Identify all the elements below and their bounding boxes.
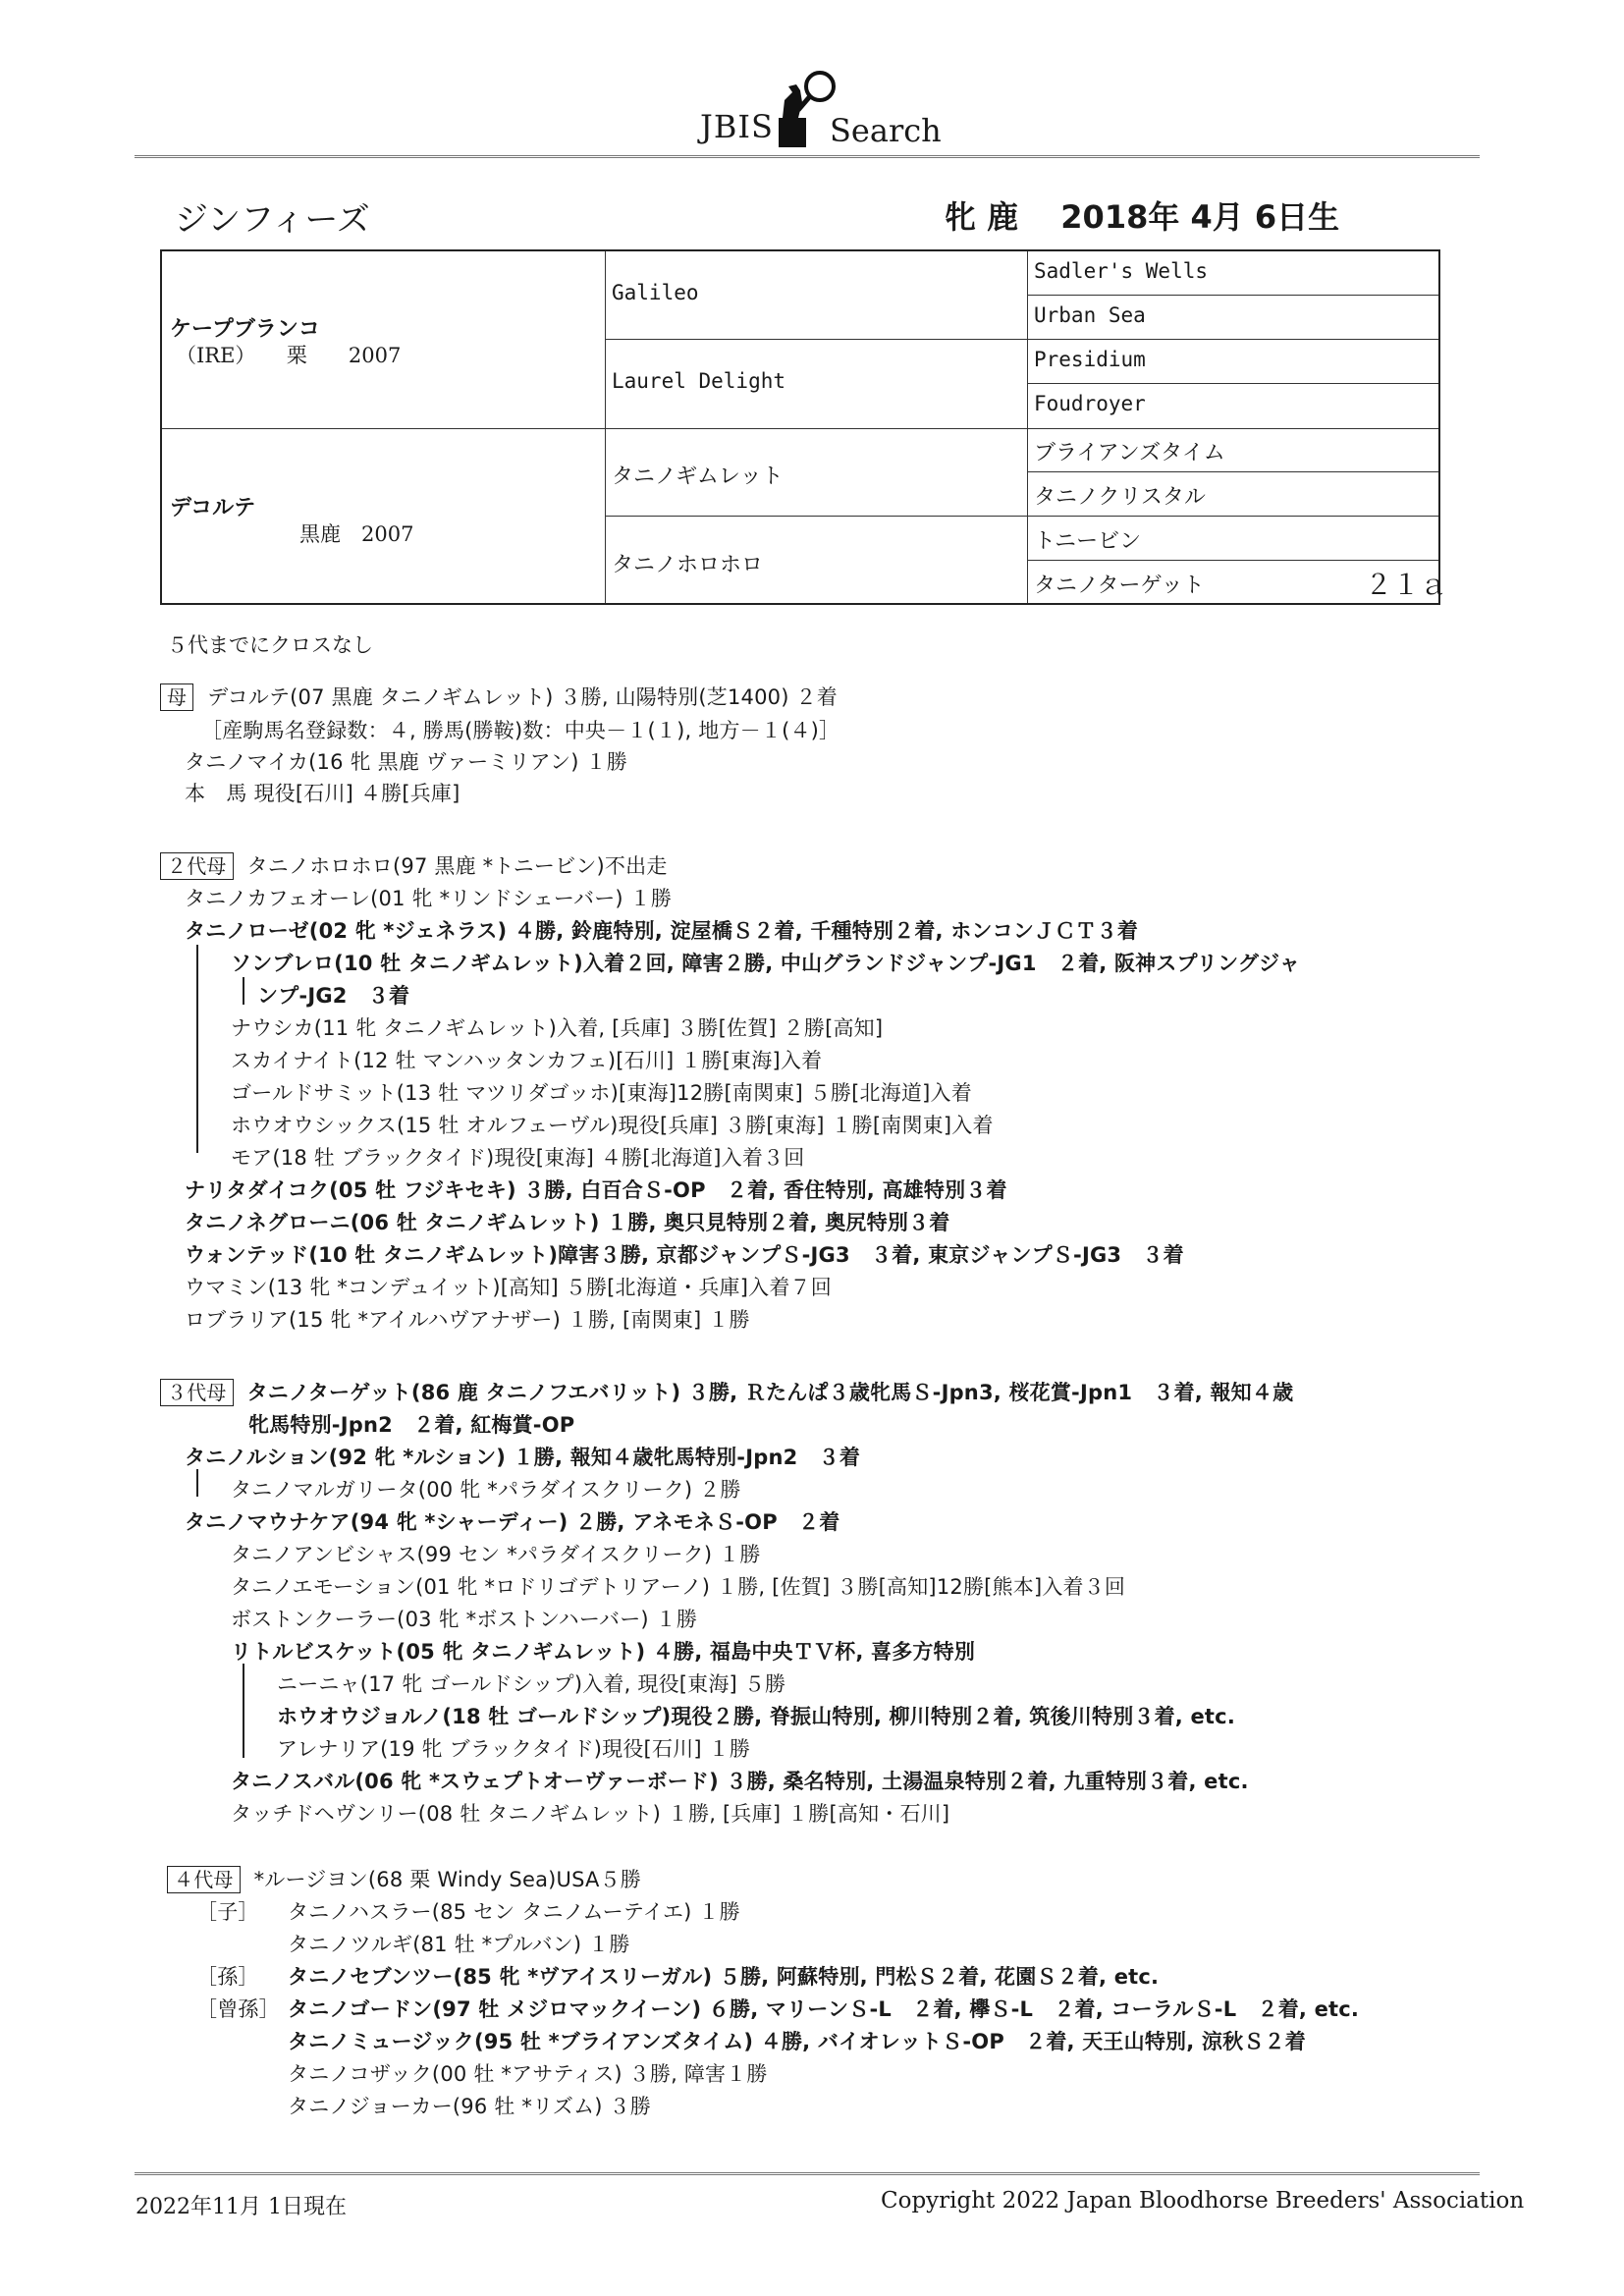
pedigree-table (160, 249, 1448, 605)
footer-divider (135, 2172, 1480, 2175)
dam-info: 黒鹿 2007 (299, 522, 414, 546)
list-item: タニノルション(92 牝 *ルション) １勝, 報知４歳牝馬特別-Jpn2 ３着 (185, 1446, 861, 1469)
list-item: タニノエモーション(01 牝 *ロドリゴデトリアーノ) １勝, [佐賀] ３勝[高知]12勝[熊本]入着３回 (231, 1575, 1126, 1599)
sire-name: ケープブランコ (170, 317, 320, 342)
list-item: タニノセブンツー(85 牝 *ヴアイスリーガル) ５勝, 阿蘇特別, 門松Ｓ２着, 花園Ｓ２着, etc. (288, 1965, 1160, 1989)
horse-sex-color-birth: 牝 鹿 2018年 4月 6日生 (945, 198, 1340, 236)
list-item: ンプ-JG2 ３着 (257, 984, 410, 1008)
list-item: ナウシカ(11 牝 タニノギムレット)入着, [兵庫] ３勝[佐賀] ２勝[高知] (231, 1016, 884, 1040)
list-item: スカイナイト(12 牡 マンハッタンカフェ)[石川] １勝[東海]入着 (231, 1049, 823, 1072)
group-label-children: ［子］ (196, 1900, 259, 1924)
section-label: ２代母 (160, 852, 234, 880)
group-label-great-grandchildren: ［曾孫］ (196, 1997, 280, 2021)
section-label: ３代母 (160, 1379, 234, 1406)
list-item: ロブラリア(15 牝 *アイルハヴアナザー) １勝, [南関東] １勝 (185, 1308, 750, 1332)
list-item: タニノマウナケア(94 牝 *シャーディー) ２勝, アネモネＳ-OP ２着 (185, 1510, 840, 1534)
list-item: ウォンテッド(10 牡 タニノギムレット)障害３勝, 京都ジャンプＳ-JG3 ３着, 東京ジャンプＳ-JG3 ３着 (185, 1243, 1184, 1267)
logo-jbis-text: JBIS (700, 108, 774, 145)
g4-section-heading: ４代母 *ルージヨン(68 栗 Windy Sea)USA５勝 (167, 1864, 641, 1893)
list-item: ニーニャ(17 牝 ゴールドシップ)入着, 現役[東海] ５勝 (277, 1672, 786, 1696)
gen3-3: Presidium (1034, 348, 1146, 371)
list-item: タニノツルギ(81 牡 *プルバン) １勝 (288, 1933, 630, 1956)
sire-info: （IRE） 栗 2007 (176, 344, 402, 367)
list-item: ナリタダイコク(05 牡 フジキセキ) ３勝, 白百合Ｓ-OP ２着, 香住特別, 高雄特別３着 (185, 1178, 1007, 1202)
list-item: タニノアンビシャス(99 セン *パラダイスクリーク) １勝 (231, 1543, 761, 1566)
list-item: 本 馬 現役[石川] ４勝[兵庫] (185, 782, 460, 805)
dam-sire: タニノギムレット (612, 465, 784, 489)
copyright: Copyright 2022 Japan Bloodhorse Breeders' Association (881, 2188, 1525, 2214)
list-item: タッチドヘヴンリー(08 牡 タニノギムレット) １勝, [兵庫] １勝[高知・石川] (231, 1802, 950, 1826)
list-item: タニノジョーカー(96 牡 *リズム) ３勝 (288, 2095, 651, 2118)
list-item: タニノマイカ(16 牝 黒鹿 ヴァーミリアン) １勝 (185, 750, 627, 774)
list-item: タニノローゼ(02 牝 *ジェネラス) ４勝, 鈴鹿特別, 淀屋橋Ｓ２着, 千種特別２着, ホンコンＪＣＴ３着 (185, 919, 1139, 943)
gen3-8: タニノターゲット (1034, 574, 1205, 598)
list-item: タニノコザック(00 牡 *アサティス) ３勝, 障害１勝 (288, 2062, 768, 2086)
dam-dam: タニノホロホロ (612, 553, 764, 577)
gen3-2: Urban Sea (1034, 303, 1146, 327)
list-item: タニノマルガリータ(00 牝 *パラダイスクリーク) ２勝 (231, 1478, 741, 1502)
gen3-6: タニノクリスタル (1034, 485, 1206, 510)
dam-produce-summary: ［産駒馬名登録数：４, 勝馬(勝鞍)数：中央－１(１), 地方－１(４)］ (201, 719, 840, 742)
gen3-5: ブライアンズタイム (1034, 441, 1225, 465)
list-item: ソンブレロ(10 牡 タニノギムレット)入着２回, 障害２勝, 中山グランドジャンプ-JG1 ２着, 阪神スプリングジャ (231, 952, 1301, 975)
sire-dam: Laurel Delight (612, 369, 786, 393)
list-item: アレナリア(19 牝 ブラックタイド)現役[石川] １勝 (277, 1737, 751, 1761)
list-item: ゴールドサミット(13 牡 マツリダゴッホ)[東海]12勝[南関東] ５勝[北海道]入着 (231, 1081, 972, 1105)
list-item: ホウオウシックス(15 牡 オルフェーヴル)現役[兵庫] ３勝[東海] １勝[南関東]入着 (231, 1114, 994, 1137)
g3-section-heading: ３代母 タニノターゲット(86 鹿 タニノフエバリット) ３勝, Ｒたんぱ３歳牝馬Ｓ-Jpn3, 桜花賞-Jpn1 ３着, 報知４歳 (160, 1377, 1293, 1406)
group-label-grandchildren: ［孫］ (196, 1965, 259, 1989)
family-number: ２１ａ (1365, 569, 1448, 601)
gen3-7: トニービン (1034, 529, 1142, 554)
jbis-search-logo (700, 61, 942, 154)
list-item: タニノミュージック(95 牡 *ブライアンズタイム) ４勝, バイオレットＳ-OP ２着, 天王山特別, 涼秋Ｓ２着 (288, 2030, 1306, 2053)
list-item: リトルビスケット(05 牝 タニノギムレット) ４勝, 福島中央ＴＶ杯, 喜多方特別 (231, 1640, 976, 1664)
dam-section-heading: 母 デコルテ(07 黒鹿 タニノギムレット) ３勝, 山陽特別(芝1400) ２着 (160, 682, 838, 711)
list-item: タニノハスラー(85 セン タニノムーテイエ) １勝 (288, 1900, 740, 1924)
list-item: タニノネグローニ(06 牡 タニノギムレット) １勝, 奥只見特別２着, 奥尻特別３着 (185, 1211, 950, 1234)
header-divider (135, 155, 1480, 158)
section-label: 母 (160, 683, 193, 711)
list-item: モア(18 牡 ブラックタイド)現役[東海] ４勝[北海道]入着３回 (231, 1146, 805, 1170)
gen3-4: Foudroyer (1034, 392, 1146, 415)
list-item: 牝馬特別-Jpn2 ２着, 紅梅賞-OP (248, 1413, 575, 1437)
sire-sire: Galileo (612, 281, 699, 304)
dam-name: デコルテ (170, 496, 256, 520)
cross-note: ５代までにクロスなし (167, 633, 373, 657)
list-item: ホウオウジョルノ(18 牡 ゴールドシップ)現役２勝, 脊振山特別, 柳川特別２着, 筑後川特別３着, etc. (277, 1705, 1235, 1728)
logo-search-text: Search (830, 112, 942, 149)
list-item: タニノスバル(06 牝 *スウェプトオーヴァーボード) ３勝, 桑名特別, 土湯温泉特別２着, 九重特別３着, etc. (231, 1770, 1249, 1793)
as-of-date: 2022年11月 1日現在 (135, 2195, 347, 2219)
section-label: ４代母 (167, 1866, 241, 1893)
list-item: ボストンクーラー(03 牝 *ボストンハーバー) １勝 (231, 1608, 698, 1631)
list-item: タニノゴードン(97 牡 メジロマックイーン) ６勝, マリーンＳ-L ２着, 欅Ｓ-L ２着, コーラルＳ-L ２着, etc. (288, 1997, 1360, 2021)
gen3-1: Sadler's Wells (1034, 259, 1209, 283)
list-item: ウマミン(13 牝 *コンデュイット)[高知] ５勝[北海道・兵庫]入着７回 (185, 1276, 832, 1299)
g2-section-heading: ２代母 タニノホロホロ(97 黒鹿 *トニービン)不出走 (160, 850, 668, 880)
list-item: タニノカフェオーレ(01 牝 *リンドシェーバー) １勝 (185, 887, 673, 910)
horse-name: ジンフィーズ (175, 200, 370, 240)
